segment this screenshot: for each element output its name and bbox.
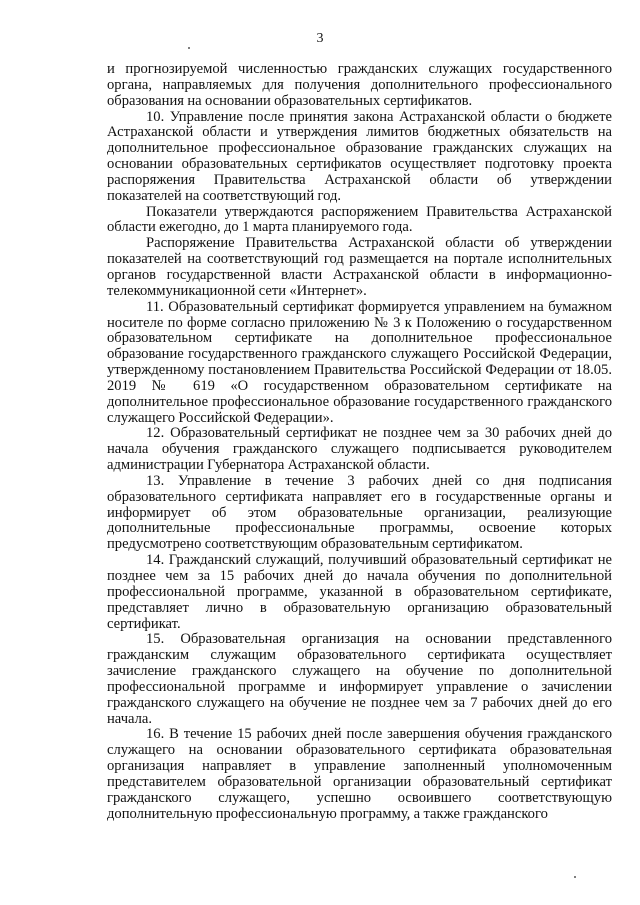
paragraph-continuation: и прогнозируемой численностью гражданских служащих государственного органа, направляемых для получения дополнительного профессионального образования на основании образовательных сертификатов. bbox=[107, 61, 612, 109]
page-number: 3 bbox=[316, 31, 324, 46]
paragraph-item-15: 15. Образовательная организация на основании представленного гражданским служащим образовательного сертификата осуществляет зачисление гражданского служащего на обучение по дополнительной профессиональной программе и информирует управление о зачислении гражданского служащего на обучение не позднее чем за 7 рабочих дней до его начала. bbox=[107, 631, 612, 727]
paragraph-indicators-approval: Показатели утверждаются распоряжением Правительства Астраханской области ежегодно, до 1 марта планируемого года. bbox=[107, 203, 612, 236]
scan-speck bbox=[188, 47, 190, 49]
document-body bbox=[107, 62, 612, 823]
scan-speck bbox=[574, 876, 576, 878]
paragraph-item-16: 16. В течение 15 рабочих дней после завершения обучения гражданского служащего на основании образовательного сертификата образовательная организация направляет в управление заполненный уполномоченным представителем образовательной организации образовательный сертификат гражданского служащего, успешно освоившего соответствующую дополнительную профессиональную программу, а также гражданского bbox=[107, 726, 612, 822]
paragraph-item-13: 13. Управление в течение 3 рабочих дней со дня подписания образовательного сертификата направляет его в государственные органы и информирует об этом образовательные организации, реализующие дополнительные профессиональные программы, освоение которых предусмотрено соответствующим образовательным сертификатом. bbox=[107, 472, 612, 553]
paragraph-order-publication: Распоряжение Правительства Астраханской области об утверждении показателей на соответствующий год размещается на портале исполнительных органов государственной власти Астраханской области в информационно-телекоммуникационной сети «Интернет». bbox=[107, 235, 612, 299]
paragraph-item-11: 11. Образовательный сертификат формируется управлением на бумажном носителе по форме согласно приложению № 3 к Положению о государственном образовательном сертификате на дополнительное профессиональное образование государственного гражданского служащего Российской Федерации, утвержденному постановлением Правительства Российской Федерации от 18.05. 2019 № 619 «О государственном образовательном сертификате на дополнительное профессиональное образование государственного гражданского служащего Российской Федерации». bbox=[107, 298, 612, 426]
paragraph-item-10: 10. Управление после принятия закона Астраханской области о бюджете Астраханской области и утверждения лимитов бюджетных обязательств на дополнительное профессиональное образование гражданских служащих на основании образовательных сертификатов осуществляет подготовку проекта распоряжения Правительства Астраханской области об утверждении показателей на соответствующий год. bbox=[107, 108, 612, 204]
paragraph-item-14: 14. Гражданский служащий, получивший образовательный сертификат не позднее чем за 15 рабочих дней до начала обучения по дополнительной профессиональной программе, указанной в образовательном сертификате, представляет лично в образовательную организацию образовательный сертификат. bbox=[107, 552, 612, 632]
paragraph-item-12: 12. Образовательный сертификат не позднее чем за 30 рабочих дней до начала обучения гражданского служащего подписывается руководителем администрации Губернатора Астраханской области. bbox=[107, 425, 612, 474]
